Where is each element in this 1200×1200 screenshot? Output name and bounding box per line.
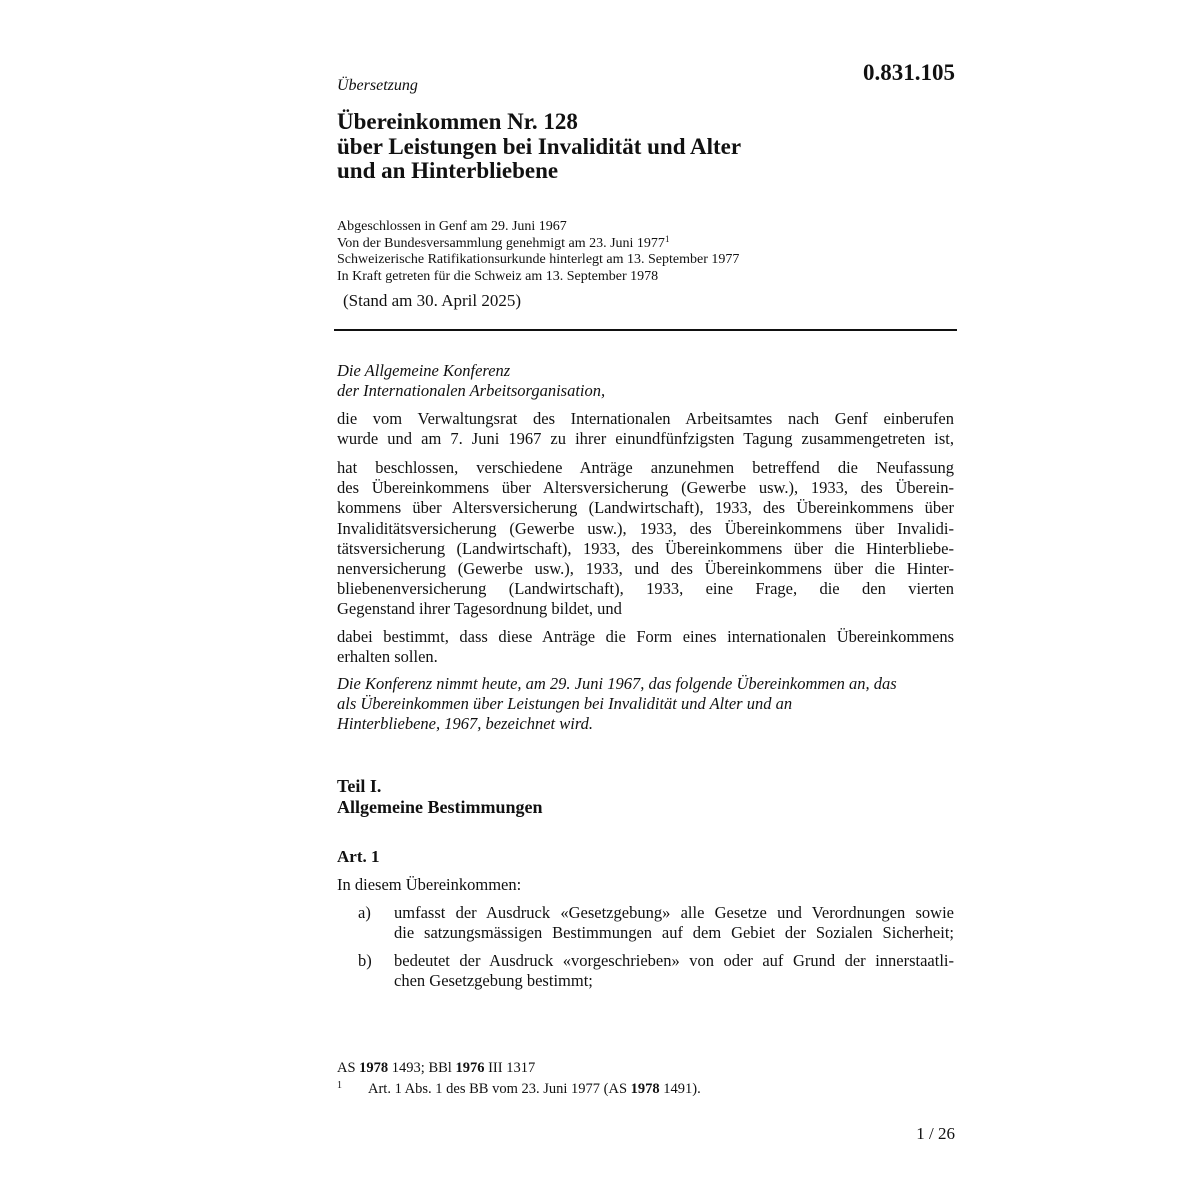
part-heading [337, 776, 937, 818]
paragraph-line: dabei bestimmt, dass diese Anträge die Form eines internationalen Übereinkommens [337, 627, 954, 646]
article-intro: In diesem Übereinkommen: [337, 875, 522, 894]
paragraph-line: Hinterbliebene, 1967, bezeichnet wird. [337, 714, 593, 734]
list-marker: a) [358, 903, 371, 922]
paragraph-line: kommens über Altersversicherung (Landwirtschaft), 1933, des Übereinkommens über [337, 498, 954, 518]
page-number: 1 / 26 [916, 1124, 955, 1143]
source-as: AS [337, 1060, 356, 1076]
list-item [337, 951, 954, 993]
part-label: Teil I. [337, 776, 382, 796]
list-line: chen Gesetzgebung bestimmt; [394, 971, 593, 991]
source-as-page: 1493; BBl [391, 1060, 452, 1076]
paragraph-line: Gegenstand ihrer Tagesordnung bildet, und [337, 599, 622, 619]
footnote-text-end: 1491). [663, 1081, 701, 1097]
preamble-paragraph-1 [337, 409, 954, 449]
divider [334, 329, 957, 331]
meta-approved [337, 233, 957, 253]
list-marker: b) [358, 951, 372, 970]
source-as-year: 1978 [359, 1060, 389, 1076]
list-line: die satzungsmässigen Bestimmungen auf dem Gebiet der Sozialen Sicherheit; [394, 923, 954, 943]
document-metadata [337, 219, 957, 285]
source-bbl-year: 1976 [455, 1060, 485, 1076]
list-line: umfasst der Ausdruck «Gesetzgebung» alle Gesetze und Verordnungen sowie [394, 903, 954, 922]
document-title [337, 110, 897, 184]
list-item-text [394, 903, 954, 943]
paragraph-line: erhalten sollen. [337, 647, 438, 667]
footnote-year: 1978 [630, 1081, 660, 1097]
source-bbl-ref: III 1317 [488, 1060, 536, 1076]
preamble-intro [337, 361, 954, 401]
part-title: Allgemeine Bestimmungen [337, 797, 543, 817]
sr-number: 0.831.105 [863, 60, 955, 85]
article-heading: Art. 1 [337, 847, 380, 866]
paragraph-line: als Übereinkommen über Leistungen bei Invalidität und Alter und an [337, 694, 793, 714]
preamble-intro-line: Die Allgemeine Konferenz [337, 361, 511, 380]
meta-concluded: Abgeschlossen in Genf am 29. Juni 1967 [337, 219, 567, 234]
meta-in-force: In Kraft getreten für die Schweiz am 13. September 1978 [337, 268, 659, 284]
paragraph-line: hat beschlossen, verschiedene Anträge anzunehmen betreffend die Neufassung [337, 458, 954, 477]
preamble-paragraph-2 [337, 458, 954, 620]
footnote-1 [337, 1080, 957, 1098]
title-line: und an Hinterbliebene [337, 158, 559, 183]
paragraph-line: tätsversicherung (Landwirtschaft), 1933, des Übereinkommens über die Hinterbliebe- [337, 538, 954, 558]
title-line: Übereinkommen Nr. 128 [337, 109, 578, 134]
paragraph-line: Invaliditätsversicherung (Gewerbe usw.), 1933, des Übereinkommens über Invalidi- [337, 518, 954, 538]
footnote-marker: 1 [337, 1080, 342, 1091]
meta-ratification: Schweizerische Ratifikationsurkunde hinterlegt am 13. September 1977 [337, 252, 740, 267]
paragraph-line: bliebenenversicherung (Landwirtschaft), 1933, eine Frage, die den vierten [337, 579, 954, 599]
paragraph-line: Die Konferenz nimmt heute, am 29. Juni 1967, das folgende Übereinkommen an, das [337, 674, 897, 693]
preamble-paragraph-4 [337, 674, 954, 735]
paragraph-line: wurde und am 7. Juni 1967 zu ihrer einundfünfzigsten Tagung zusammengetreten ist, [337, 429, 954, 449]
paragraph-line: die vom Verwaltungsrat des Internationalen Arbeitsamtes nach Genf einberufen [337, 409, 954, 428]
list-item-text [394, 951, 954, 991]
footnote-reference[interactable]: 1 [664, 233, 670, 244]
list-item [337, 903, 954, 945]
status-date: (Stand am 30. April 2025) [343, 291, 522, 310]
footnote-text: Art. 1 Abs. 1 des BB vom 23. Juni 1977 (AS [368, 1081, 628, 1097]
title-line: über Leistungen bei Invalidität und Alter [337, 133, 742, 159]
meta-approved-text: Von der Bundesversammlung genehmigt am 23. Juni 1977 [337, 235, 665, 251]
preamble-intro-line: der Internationalen Arbeitsorganisation, [337, 381, 606, 401]
list-line: bedeutet der Ausdruck «vorgeschrieben» von oder auf Grund der innerstaatli- [394, 951, 954, 970]
paragraph-line: des Übereinkommens über Altersversicherung (Gewerbe usw.), 1933, des Überein- [337, 478, 954, 498]
paragraph-line: nenversicherung (Gewerbe usw.), 1933, und des Übereinkommens über die Hinter- [337, 559, 954, 579]
preamble-paragraph-3 [337, 627, 954, 667]
source-reference [337, 1059, 957, 1077]
translation-label: Übersetzung [337, 77, 418, 94]
